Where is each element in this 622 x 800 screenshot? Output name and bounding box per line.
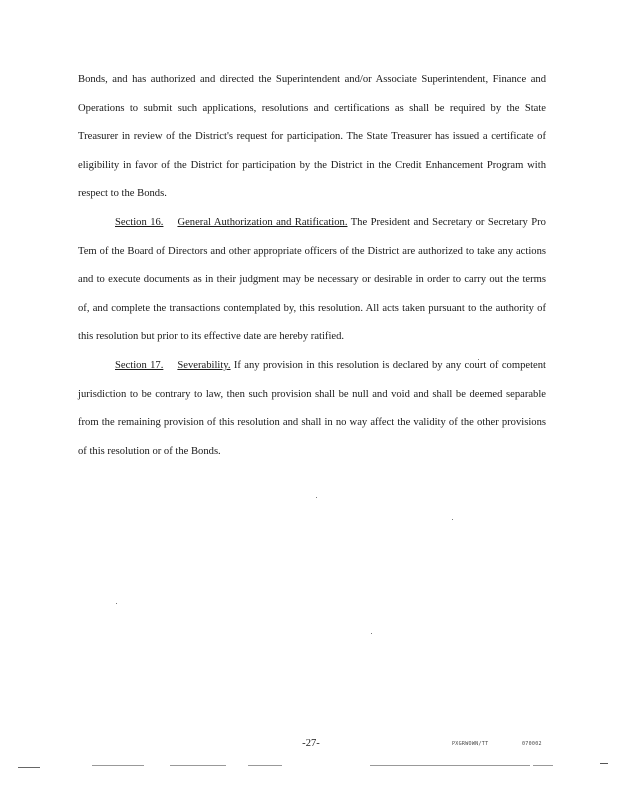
section-16-paragraph — [78, 209, 546, 352]
section-17-text: If any provision in this resolution is declared by any court of competent jurisdiction to be contrary to law, then such provision shall be null and void and shall be deemed separable from the remaining provision of this resolution and shall in no way affect the validity of the other provisions of this resolution or of the Bonds. — [78, 359, 546, 457]
section-16-heading: General Authorization and Ratification. — [177, 216, 348, 228]
document-date-code: 070002 — [522, 741, 542, 747]
section-17-heading: Severability. — [177, 359, 231, 371]
body-text — [78, 66, 546, 466]
paragraph-continuation: Bonds, and has authorized and directed the Superintendent and/or Associate Superintendent, Finance and Operations to submit such applications, resolutions and certifications as shall be required by the State Treasurer in review of the District's request for participation. The State Treasurer has issued a certificate of eligibility in favor of the District for participation by the District in the Credit Enhancement Program with respect to the Bonds. — [78, 74, 546, 200]
page-number: -27- — [302, 738, 320, 749]
section-17-paragraph — [78, 352, 546, 466]
section-16-text: The President and Secretary or Secretary Pro Tem of the Board of Directors and other appropriate officers of the District are authorized to take any actions and to execute documents as in their judgment may be necessary or desirable in order to carry out the terms of, and complete the transactions contemplated by, this resolution. All acts taken pursuant to the authority of this resolution but prior to its effective date are hereby ratified. — [78, 216, 546, 343]
section-17-number: Section 17. — [115, 359, 164, 371]
section-16-number: Section 16. — [115, 216, 164, 228]
document-code: PXGRWOWN/TT — [452, 741, 489, 747]
